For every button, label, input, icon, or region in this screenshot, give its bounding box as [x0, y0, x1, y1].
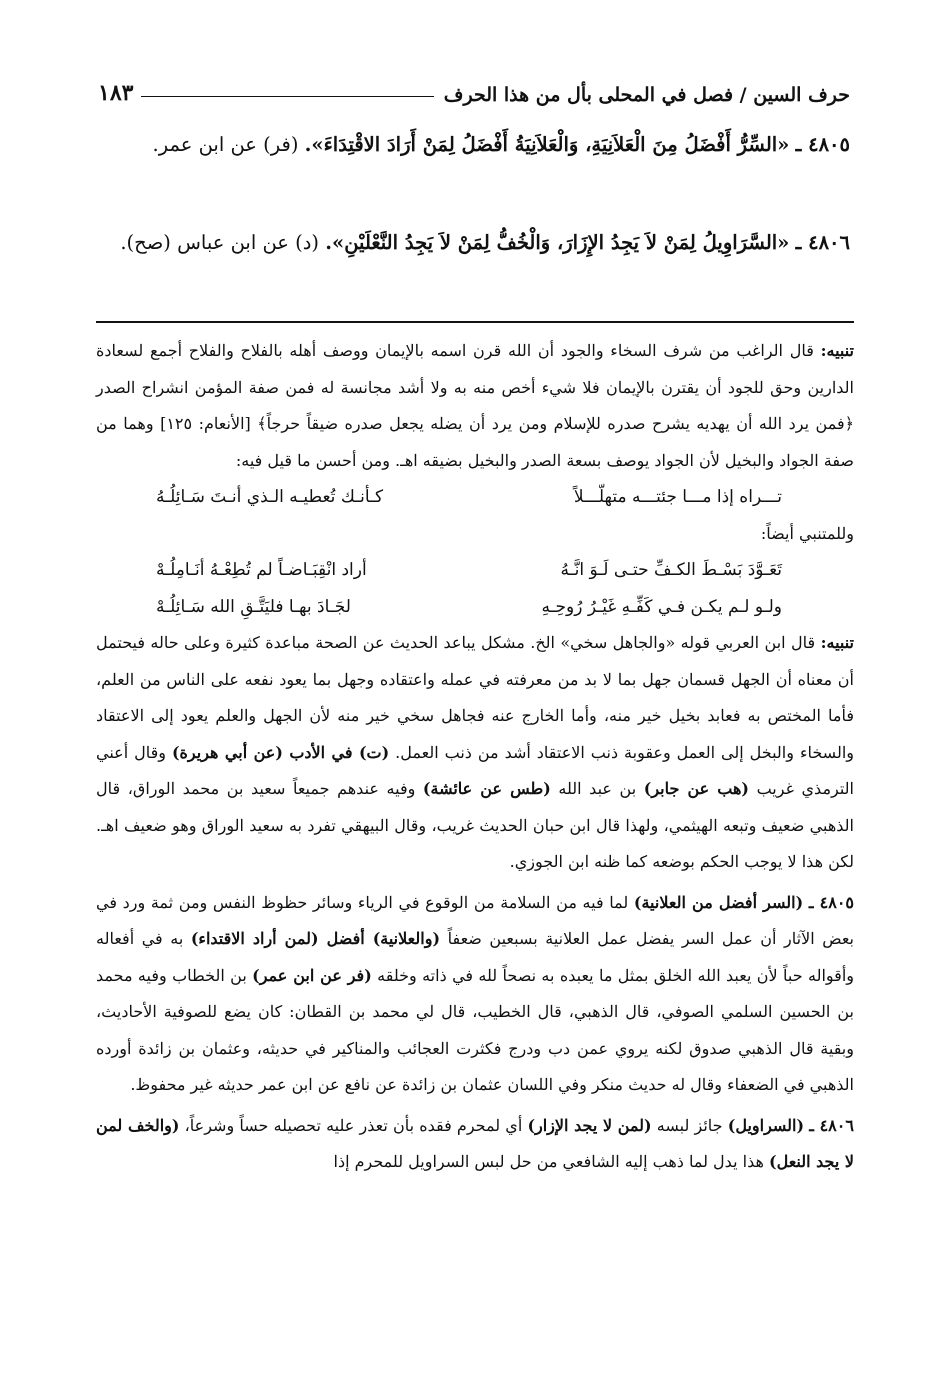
sharh-heading: (فر عن ابن عمر): [252, 965, 372, 985]
hadith-4806: [98, 216, 850, 270]
commentary: [96, 333, 854, 1181]
sharh-4806: [96, 1108, 854, 1181]
verse-first-hemistich: تـــراه إذا مـــا جئتـــه متهلّـــلاً: [573, 487, 782, 507]
sharh-heading: (السر أفضل من العلانية): [633, 892, 804, 912]
source-ref: (ت) في الأدب (عن أبي هريرة): [171, 742, 390, 762]
note-text: وفيه عندهم جميعاً سعيد بن محمد الوراق، قال الذهبي ضعيف وتبعه الهيثمي، ولهذا قال ابن حبان الحديث غريب، وقال البيهقي تفرد به سعيد الوراق وهو ضعيف اهـ. لكن هذا لا يوجب الحكم بوضعه كما ظنه ابن الجوزي.: [96, 779, 854, 871]
hadith-source: (د) عن ابن عباس (صح).: [120, 231, 320, 254]
sharh-text: جائز لبسه: [656, 1115, 723, 1135]
sharh-text: بن الخطاب وفيه محمد بن الحسين السلمي الصوفي، قال الذهبي، قال الخطيب، قال لي محمد بن القطان: كان يضع للصوفية الأحاديث، وبقية قال الذهبي صدوق لكنه يروي عمن دب ودرج فكثرت العجائب والمناكير في حديثه، وعثمان بن زائدة أورده الذهبي في الضعفاء وقال له حديث منكر وفي اللسان عثمان بن زائدة عن نافع عن ابن عمر حديثه غير محفوظ.: [96, 965, 854, 1094]
sharh-text: هذا يدل لما ذهب إليه الشافعي من حل لبس السراويل للمحرم إذا: [333, 1152, 764, 1171]
note-label: تنبيه:: [820, 633, 854, 652]
note-text: بن عبد الله: [558, 779, 637, 798]
verse-second-hemistich: كـأنـك تُعطيـه الـذي أنـتَ سَـائِلُـهُ: [156, 487, 384, 507]
page-number: ١٨٣: [98, 80, 134, 106]
poem-verse: [96, 552, 854, 589]
verse-second-hemistich: لجَـادَ بهـا فليَتَّـقِ الله سَـائِلُـهْ: [156, 596, 351, 617]
hadith-text: «السِّرُّ أَفْضَلُ مِنَ الْعَلاَنِيَةِ، وَالْعَلاَنِيَةُ أَفْضَلُ لِمَنْ أَرَادَ الاقْتِدَاءَ».: [304, 133, 790, 156]
hadith-source: (فر) عن ابن عمر.: [152, 133, 299, 156]
verse-first-hemistich: ولـو لـم يكـن فـي كَفِّـهِ غَيْـرُ رُوحِـهِ: [541, 596, 782, 617]
source-ref: (هب عن جابر): [643, 779, 749, 798]
sharh-text: أي لمحرم فقده بأن تعذر عليه تحصيله حساً وشرعاً،: [184, 1115, 523, 1135]
chapter-title: حرف السين / فصل في المحلى بأل من هذا الحرف: [443, 84, 850, 106]
sharh-heading: (والعلانية) أفضل (لمن أراد الاقتداء): [190, 929, 441, 948]
sharh-number: ٤٨٠٥ ـ: [808, 892, 855, 912]
sharh-heading: (لمن لا يجد الإزار): [527, 1115, 652, 1135]
hadith-number: ٤٨٠٦ ـ: [795, 231, 850, 254]
header-rule: [141, 96, 433, 97]
note-text: وقال أعني الترمذي غريب: [96, 742, 854, 798]
sharh-heading: (السراويل): [727, 1115, 805, 1135]
hadith-text: «السَّرَاوِيلُ لِمَنْ لاَ يَجِدُ الإِزَارَ، وَالْخُفُّ لِمَنْ لاَ يَجِدُ النَّعْلَيْنِ».: [325, 231, 790, 254]
poem-verse: [96, 479, 854, 516]
sharh-4805: [96, 885, 854, 1104]
source-ref: (طس عن عائشة): [422, 779, 551, 798]
verse-first-hemistich: تَعَـوَّدَ بَسْـطَ الكـفِّ حتـى لَـوَ انَّـهُ: [560, 560, 782, 580]
note-paragraph: [96, 625, 854, 881]
verse-second-hemistich: أراد انْقِبَـاضـاً لم تُطِعْـهُ أنَـامِلُـهْ: [156, 560, 367, 580]
sharh-heading: (والخف لمن لا يجد النعل): [96, 1115, 854, 1171]
note-text: قال الراغب من شرف السخاء والجود أن الله قرن اسمه بالإيمان ووصف أهله بالفلاح والفلاح أجمع لسعادة الدارين وحق للجود أن يقترن بالإيمان فلا شيء أخص منه به ولا أشد مجانسة له فمن صفة المؤمن انشراح الصدر ﴿فمن يرد الله أن يهديه يشرح صدره للإسلام ومن يرد أن يضله يجعل صدره ضيقاً حرجاً﴾ [الأنعام: ١٢٥] وهما من صفة الجواد والبخيل لأن الجواد يوصف بسعة الصدر والبخيل بضيقه اهـ. ومن أحسن ما قيل فيه:: [96, 341, 854, 470]
poem-intro: وللمتنبي أيضاً:: [760, 523, 854, 543]
note-label: تنبيه:: [820, 341, 854, 360]
hadith-4805: [98, 118, 850, 172]
running-header: [98, 66, 850, 106]
hadith-number: ٤٨٠٥ ـ: [795, 133, 850, 156]
sharh-text: به في أفعاله وأقواله حباً لأن يعبد الله الخلق بمثل ما يعبده به نصحاً لله في ذاته وخلقه: [96, 929, 854, 985]
poem-verse: [96, 589, 854, 626]
sharh-number: ٤٨٠٦ ـ: [809, 1115, 854, 1135]
section-divider: [96, 321, 854, 323]
note-paragraph: [96, 333, 854, 479]
sharh-text: لما فيه من السلامة من الوقوع في الرياء وسائر حظوظ النفس ومن ثمة ورد في بعض الآثار أن عمل السر يفضل عمل العلانية بسبعين ضعفاً: [96, 892, 855, 948]
note-text: قال ابن العربي قوله «والجاهل سخي» الخ. مشكل يباعد الحديث عن الصحة مباعدة كثيرة وعلى حاله فيحتمل أن معناه أن الجهل قسمان جهل بما لا بد من معرفته في عمله واعتقاده وجهل بما يعود نفعه على الناس من العلم، فأما المختص به فعابد بخيل خير منه، وأما الخارج عنه فجاهل سخي خير منه لأن الجهل والعلم يعود إلى الاعتقاد والسخاء والبخل إلى العمل وعقوبة ذنب الاعتقاد أشد من ذنب العمل.: [96, 633, 854, 762]
